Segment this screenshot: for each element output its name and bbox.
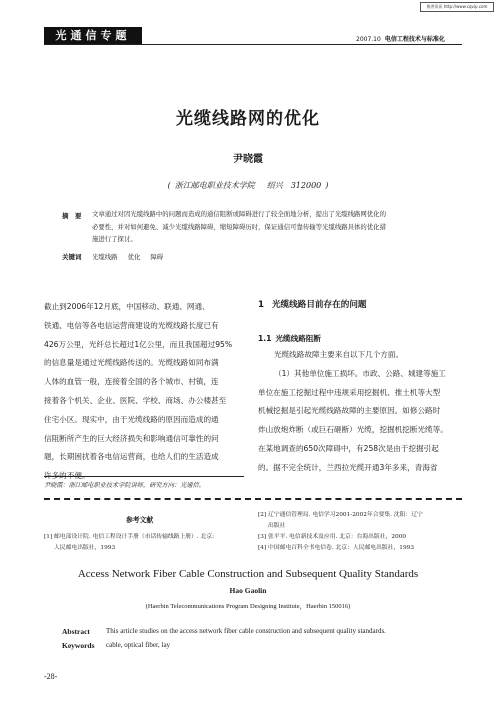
references-right: [2] 辽宁通信管理局. 电信学习2001-2002年合要集. 沈阳：辽宁 出版社 [3] 张平平. 电信新技术及应用. 北京：台海出版社，2000 [4] 中国邮电百科全书电信卷. 北京：人民邮电出版社，1993 <box>258 512 423 551</box>
affiliation-org: 浙江邮电职业技术学院 <box>174 181 255 190</box>
author-affiliation: ( 浙江邮电职业技术学院 绍兴 312000 ) <box>167 181 329 190</box>
abstract-text: 文章通过对因光缆线路中的问题而造成的通信阻断或障碍进行了较全面地分析，提出了光缆线路网优化的 必要性，并对如何避免、减少光缆线路障碍，缩短障碍历时，保证通信可靠传输等光缆线路具体的优化措 施进行了探讨。 <box>92 210 386 243</box>
english-affiliation: (Haerbin Telecommunications Program Designing Institute，Haerbin 150016) <box>145 603 351 610</box>
english-abstract-label: Abstract <box>62 627 90 636</box>
english-keywords: cable, optical fiber, lay <box>106 641 171 649</box>
author-footnote: 尹晓霞：浙江邮电职业技术学院讲师，研究方向：光通信。 <box>44 482 205 489</box>
english-abstract-text: This article studies on the access network fiber cable construction and subsequent quality standards. <box>106 627 386 635</box>
abstract-label: 摘 要 <box>62 212 82 220</box>
references-left: [1] 邮电部设计院. 电信工程设计手册（市话传输线路上册）. 北京: 人民邮电出版社，1993 <box>44 534 215 551</box>
section-1-1-heading: 1.1 光缆线路阻断 <box>258 334 322 343</box>
body-left-column: 截止到2006年12月底，中国移动、联通、网通、 铁通、电信等各电信运营商建设的光缆线路长度已有 426万公里，光纤总长超过1亿公里，而且我国超过95% 的信息量是通过光缆线路传送的。光缆线路如同布满 人体的血管一般，连接着全国的各个城市、村镇，连 接着各个机关、企业、医院、学校、商场、办公楼甚至 住宅小区。现实中，由于光缆线路的原因而造成的通 信阻断所产生的巨大经济损失和影响通信可靠性的问 题，长期困扰着各电信运营商，也给人们的生活造成 <box>44 302 233 462</box>
dashed-separator <box>44 498 462 500</box>
section-1-heading: 1 光缆线路目前存在的问题 <box>258 300 367 310</box>
affiliation-postcode: 312000 <box>290 181 322 190</box>
header-rule <box>44 44 462 45</box>
keywords-list: 光缆线路 优化 障碍 <box>92 253 164 261</box>
references-title: 参考文献 <box>126 516 154 524</box>
section-banner: 光通信专题 <box>44 27 142 44</box>
keywords-label: 关键词 <box>62 253 82 261</box>
source-stamp: 维普资讯 http://www.cqvip.com <box>420 2 494 12</box>
english-keywords-label: Keywords <box>62 641 95 650</box>
article-author: 尹晓霞 <box>233 154 263 165</box>
english-author: Hao Gaolin <box>229 586 267 595</box>
article-title: 光缆线路网的优化 <box>176 109 320 129</box>
english-title: Access Network Fiber Cable Construction and Subsequent Quality Standards <box>77 568 419 580</box>
journal-name: 电信工程技术与标准化 <box>384 36 445 43</box>
body-right-column: 光缆线路故障主要来自以下几个方面。 （1）其他单位施工损坏。市政、公路、城建等施工 单位在施工挖掘过程中违规采用挖掘机、推土机等大型 机械挖掘是引起光缆线路故障的主要原因。如修公路时 炸山放炮炸断（或巨石砸断）光缆，挖掘机挖断光缆等。 在某地调查的650次障碍中，有258次是由于挖掘引起 的。据不完全统计，兰西拉光缆开通3年多来，青海省 <box>258 350 448 472</box>
footnote-rule <box>44 476 244 477</box>
page-number: -28- <box>44 672 58 681</box>
issue-number: 2007.10 <box>356 36 381 43</box>
affiliation-city: 绍兴 <box>266 181 283 190</box>
journal-issue <box>356 34 445 43</box>
